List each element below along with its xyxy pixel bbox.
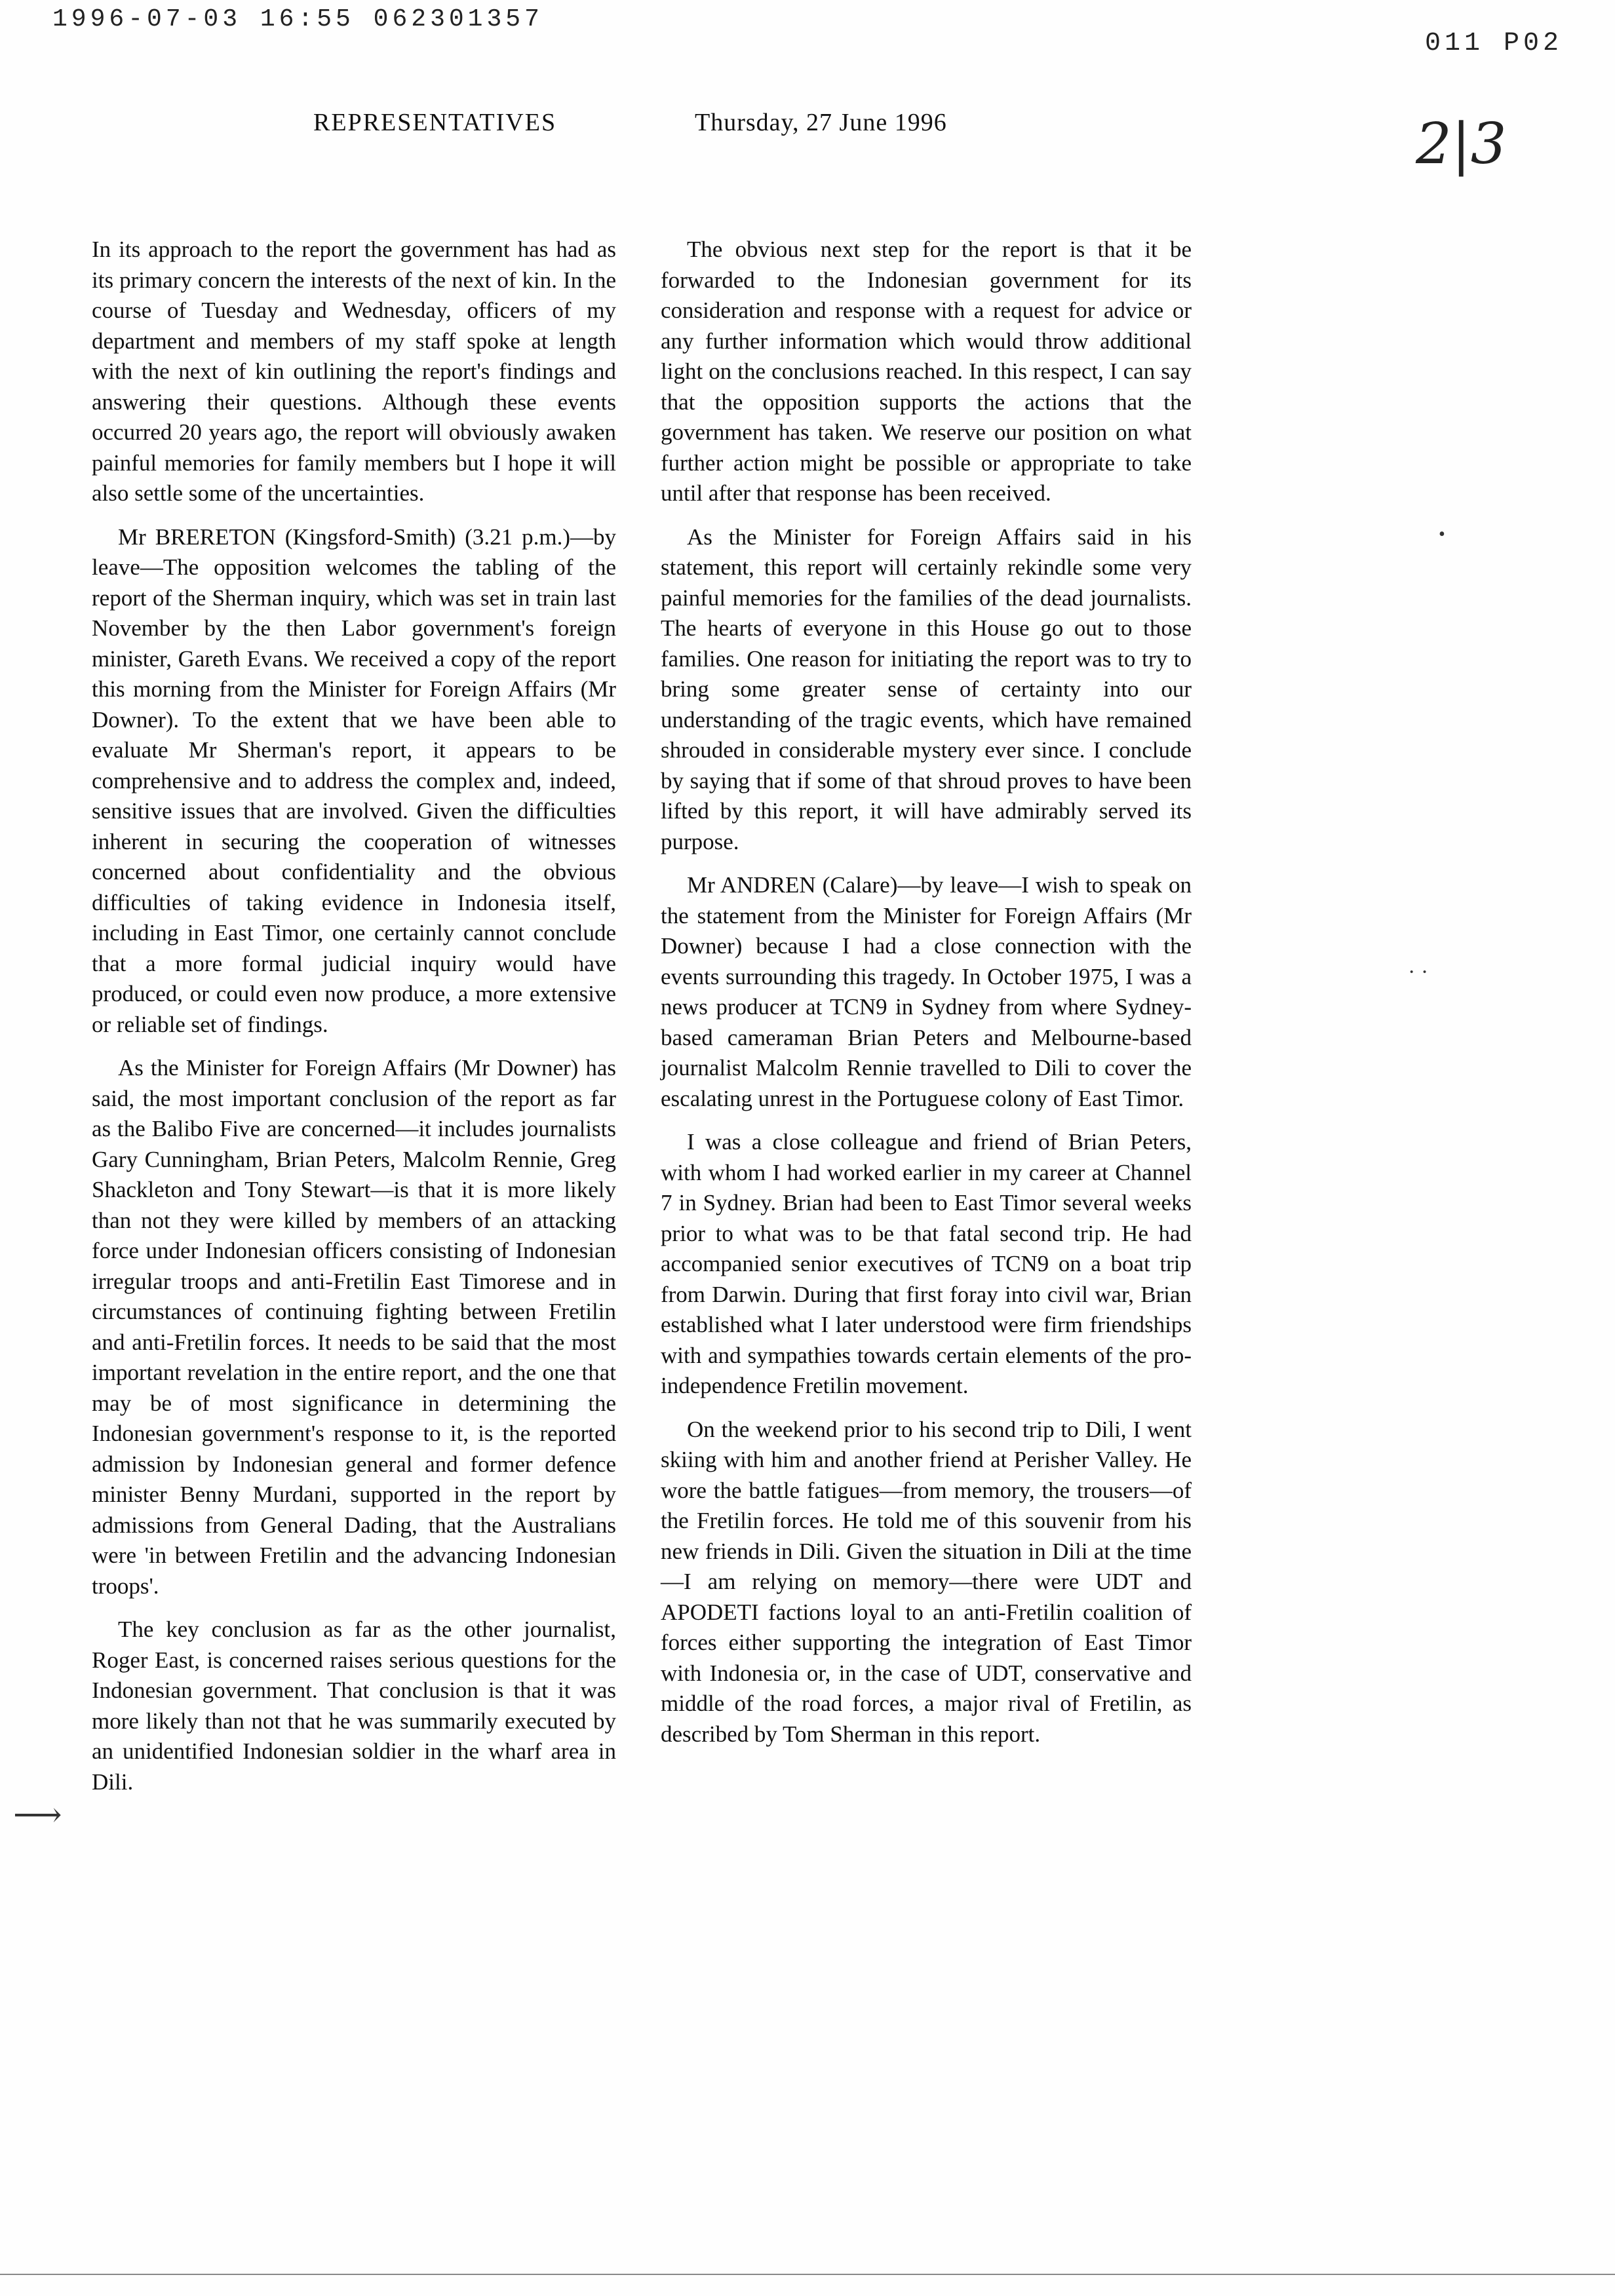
paragraph: Mr ANDREN (Calare)—by leave—I wish to speak on the statement from the Minister for Foreign Affairs (Mr Downer) because I had a close connection with the events surrounding this tragedy. In October 1975, I was a news producer at TCN9 in Sydney from where Sydney-based cameraman Brian Peters and Melbourne-based journalist Malcolm Rennie travelled to Dili to cover the escalating unrest in the Portuguese colony of East Timor. (661, 872, 1192, 1111)
paragraph: The key conclusion as far as the other journalist, Roger East, is concerned raises serious questions for the Indonesian government. That conclusion is that it was more likely than not that he was summarily executed by an unidentified Indonesian soldier in the wharf area in Dili. (92, 1617, 616, 1795)
paragraph: I was a close colleague and friend of Brian Peters, with whom I had worked earlier in my career at Channel 7 in Sydney. Brian had been to East Timor several weeks prior to what was to be that fatal second trip. He had accompanied senior executives of TCN9 on a boat trip from Darwin. During that first foray into civil war, Brian established what I later understood were firm friendships with and sympathies towards certain elements of the pro-independence Fretilin movement. (661, 1129, 1192, 1398)
left-column (92, 235, 616, 1810)
handwritten-page-number: 2|3 (1416, 111, 1507, 177)
right-column (661, 235, 1192, 1763)
running-header-date: Thursday, 27 June 1996 (695, 109, 947, 136)
paragraph: In its approach to the report the government has had as its primary concern the interests of the next of kin. In the course of Tuesday and Wednesday, officers of my department and members of my staff spoke at length with the next of kin outlining the report's findings and answering their questions. Although these events occurred 20 years ago, the report will obviously awaken painful memories for family members but I hope it will also settle some of the uncertainties. (92, 237, 616, 506)
fax-transmission-line: 1996-07-03 16:55 062301357 (52, 5, 543, 33)
paragraph: As the Minister for Foreign Affairs said in his statement, this report will certainly rekindle some very painful memories for the families of the dead journalists. The hearts of everyone in this House go out to those families. One reason for initiating the report was to try to bring some greater sense of certainty into our understanding of the tragic events, which have remained shrouded in considerable mystery ever since. I conclude by saying that if some of that shroud proves to have been lifted by this report, it will have admirably served its purpose. (661, 524, 1192, 854)
running-header-chamber: REPRESENTATIVES (313, 109, 557, 136)
paragraph: On the weekend prior to his second trip to Dili, I went skiing with him and another friend at Perisher Valley. He wore the battle fatigues—from memory, the trousers—of the Fretilin forces. He told me of this souvenir from his new friends in Dili. Given the situation in Dili at the time—I am relying on memory—there were UDT and APODETI factions loyal to an anti-Fretilin coalition of forces either supporting the integration of East Timor with Indonesia or, in the case of UDT, conservative and middle of the road forces, a major rival of Fretilin, as described by Tom Sherman in this report. (661, 1416, 1192, 1747)
margin-arrow-mark: ⟶ (13, 1797, 62, 1834)
fax-page-number: 011 P02 (1424, 29, 1563, 58)
paragraph: As the Minister for Foreign Affairs (Mr Downer) has said, the most important conclusion of the report as far as the Balibo Five are concerned—it includes journalists Gary Cunningham, Brian Peters, Malcolm Rennie, Greg Shackleton and Tony Stewart—is that it is more likely than not they were killed by members of an attacking force under Indonesian officers consisting of Indonesian irregular troops and anti-Fretilin East Timorese and in circumstances of continuing fighting between Fretilin and anti-Fretilin forces. It needs to be said that the most important revelation in the entire report, and the one that may be of most significance in determining the Indonesian government's response to it, is the reported admission by Indonesian general and former defence minister Benny Murdani, supported in the report by admissions from General Dading, that the Australians were 'in between Fretilin and the advancing Indonesian troops'. (92, 1055, 616, 1599)
margin-dots-mark: · · (1408, 960, 1429, 984)
margin-dot-mark: • (1439, 524, 1445, 545)
page-bottom-edge (0, 2274, 1615, 2275)
paragraph: Mr BRERETON (Kingsford-Smith) (3.21 p.m.)—by leave—The opposition welcomes the tabling of the report of the Sherman inquiry, which was set in train last November by the then Labor government's foreign minister, Gareth Evans. We received a copy of the report this morning from the Minister for Foreign Affairs (Mr Downer). To the extent that we have been able to evaluate Mr Sherman's report, it appears to be comprehensive and to address the complex and, indeed, sensitive issues that are involved. Given the difficulties inherent in securing the cooperation of witnesses concerned about confidentiality and the obvious difficulties of taking evidence in Indonesia itself, including in East Timor, one certainly cannot conclude that a more formal judicial inquiry would have produced, or could even now produce, a more extensive or reliable set of findings. (92, 524, 616, 1037)
paragraph: The obvious next step for the report is that it be forwarded to the Indonesian government for its consideration and response with a request for advice or any further information which would throw additional light on the conclusions reached. In this respect, I can say that the opposition supports the actions that the government has taken. We reserve our position on what further action might be possible or appropriate to take until after that response has been received. (661, 237, 1192, 506)
